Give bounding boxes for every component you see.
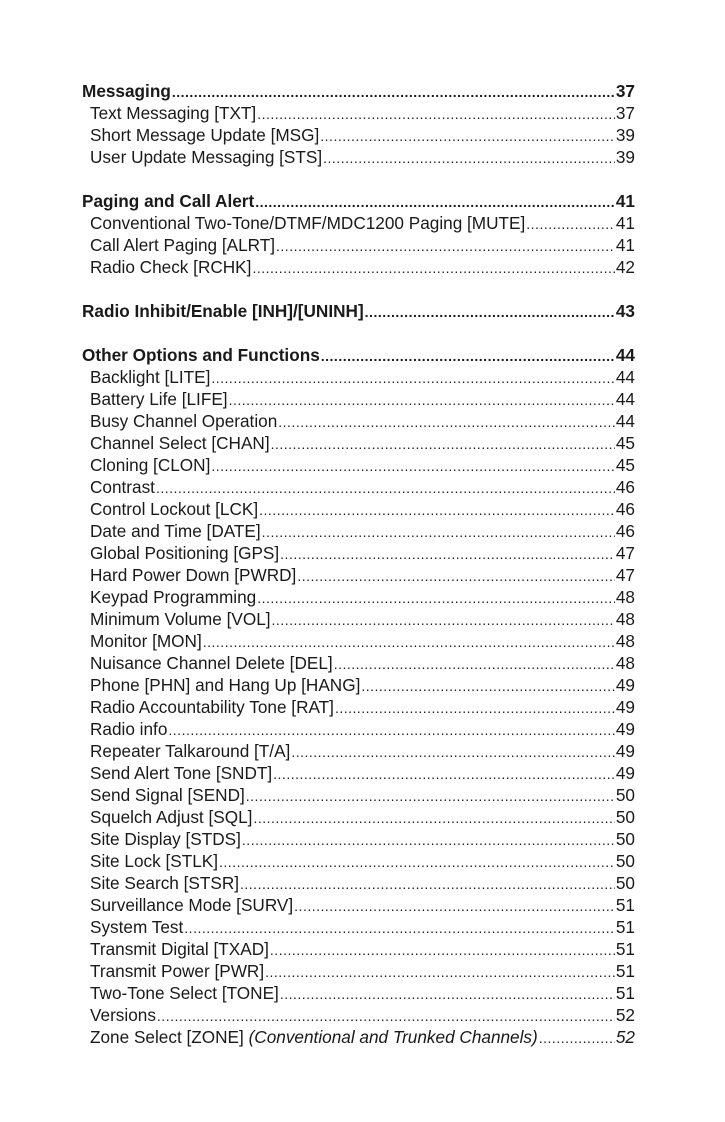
toc-entry[interactable] [82, 806, 635, 828]
toc-page-number: 51 [615, 961, 635, 981]
toc-page-number: 51 [615, 983, 635, 1003]
toc-entry-label: Call Alert Paging [ALRT] [90, 235, 276, 255]
leader-dots [271, 434, 615, 454]
toc-page-number: 50 [615, 785, 635, 805]
toc-page-number: 39 [615, 125, 635, 145]
toc-page-number: 42 [615, 257, 635, 277]
leader-dots [184, 918, 615, 938]
toc-page-number: 44 [615, 367, 635, 387]
toc-entry-label: Conventional Two-Tone/DTMF/MDC1200 Paging [MUTE] [90, 213, 526, 233]
toc-section-radio-inhibit [82, 300, 635, 322]
toc-page-number: 49 [615, 697, 635, 717]
leader-dots [257, 104, 615, 124]
toc-heading[interactable] [82, 344, 635, 366]
toc-page-number: 51 [615, 917, 635, 937]
toc-section-paging [82, 190, 635, 278]
leader-dots [361, 676, 615, 696]
toc-heading[interactable] [82, 300, 635, 322]
toc-entry[interactable] [82, 124, 635, 146]
toc-entry[interactable] [82, 1004, 635, 1026]
toc-entry[interactable] [82, 212, 635, 234]
toc-heading-title: Paging and Call Alert [82, 191, 255, 211]
toc-entry-label: Radio Check [RCHK] [90, 257, 252, 277]
leader-dots [172, 82, 615, 102]
toc-entry-label: Squelch Adjust [SQL] [90, 807, 253, 827]
leader-dots [229, 390, 615, 410]
toc-entry[interactable] [82, 740, 635, 762]
toc-page-number: 44 [615, 345, 635, 365]
toc-entry-label: Versions [90, 1005, 156, 1025]
leader-dots [294, 896, 615, 916]
toc-heading[interactable] [82, 80, 635, 102]
toc-page-number: 49 [615, 719, 635, 739]
toc-page-number: 41 [615, 235, 635, 255]
toc-entry-label: Transmit Digital [TXAD] [90, 939, 269, 959]
leader-dots [257, 588, 615, 608]
leader-dots [255, 192, 615, 212]
toc-entry[interactable] [82, 718, 635, 740]
toc-entry-label: Repeater Talkaround [T/A] [90, 741, 291, 761]
toc-entry-label: Two-Tone Select [TONE] [90, 983, 279, 1003]
toc-heading[interactable] [82, 190, 635, 212]
toc-entry-label: Contrast [90, 477, 155, 497]
toc-entry[interactable] [82, 102, 635, 124]
toc-page-number: 49 [615, 763, 635, 783]
toc-page-number: 48 [615, 631, 635, 651]
leader-dots [211, 456, 615, 476]
toc-entry[interactable] [82, 652, 635, 674]
toc-entry-label: Radio info [90, 719, 168, 739]
toc-entry[interactable] [82, 608, 635, 630]
toc-page-number: 37 [615, 103, 635, 123]
toc-page-number: 50 [615, 829, 635, 849]
toc-entry-label: Monitor [MON] [90, 631, 202, 651]
leader-dots [203, 632, 615, 652]
toc-entry-label: Transmit Power [PWR] [90, 961, 265, 981]
toc-page-number: 39 [615, 147, 635, 167]
leader-dots [219, 852, 615, 872]
toc-entry-label: Send Signal [SEND] [90, 785, 245, 805]
toc-page-number: 41 [615, 213, 635, 233]
toc-page-number: 44 [615, 389, 635, 409]
toc-entry-label: Backlight [LITE] [90, 367, 211, 387]
toc-entry[interactable] [82, 146, 635, 168]
toc-entry-label: Date and Time [DATE] [90, 521, 261, 541]
toc-heading-title: Radio Inhibit/Enable [INH]/[UNINH] [82, 301, 364, 321]
leader-dots [278, 412, 615, 432]
leader-dots [335, 698, 615, 718]
leader-dots [320, 126, 615, 146]
toc-entry-label: Cloning [CLON] [90, 455, 211, 475]
toc-entry-label: Minimum Volume [VOL] [90, 609, 271, 629]
toc-entry-label: Control Lockout [LCK] [90, 499, 259, 519]
toc-entry[interactable] [82, 476, 635, 498]
leader-dots [323, 148, 615, 168]
toc-page-number: 51 [615, 939, 635, 959]
leader-dots [246, 786, 615, 806]
toc-heading-title: Other Options and Functions [82, 345, 320, 365]
leader-dots [280, 544, 615, 564]
toc-entry[interactable] [82, 894, 635, 916]
toc-page-number: 44 [615, 411, 635, 431]
toc-page-number: 45 [615, 433, 635, 453]
leader-dots [291, 742, 615, 762]
leader-dots [157, 1006, 615, 1026]
toc-page-number: 49 [615, 741, 635, 761]
toc-entry-label: Keypad Programming [90, 587, 257, 607]
leader-dots [270, 940, 615, 960]
toc-entry-label: Nuisance Channel Delete [DEL] [90, 653, 333, 673]
toc-entry[interactable] [82, 850, 635, 872]
toc-page-number: 47 [615, 565, 635, 585]
leader-dots [259, 500, 615, 520]
toc-entry[interactable] [82, 872, 635, 894]
toc-entry[interactable] [82, 960, 635, 982]
leader-dots [240, 874, 615, 894]
toc-entry-label: Channel Select [CHAN] [90, 433, 270, 453]
toc-section-other-options [82, 344, 635, 1048]
toc-entry[interactable] [82, 520, 635, 542]
toc-page-number: 50 [615, 873, 635, 893]
toc-entry-label: Site Lock [STLK] [90, 851, 219, 871]
leader-dots [365, 302, 615, 322]
toc-entry-label: Short Message Update [MSG] [90, 125, 320, 145]
leader-dots [273, 764, 615, 784]
toc-page-number: 48 [615, 653, 635, 673]
toc-entry-label: Hard Power Down [PWRD] [90, 565, 297, 585]
toc-entry[interactable] [82, 762, 635, 784]
toc-entry[interactable] [82, 586, 635, 608]
leader-dots [539, 1028, 615, 1048]
toc-entry[interactable] [82, 410, 635, 432]
toc-page-number: 50 [615, 851, 635, 871]
toc-entry-label: Busy Channel Operation [90, 411, 278, 431]
toc-page-number: 51 [615, 895, 635, 915]
toc-entry[interactable] [82, 982, 635, 1004]
toc-entry[interactable] [82, 564, 635, 586]
toc-entry-note: (Conventional and Trunked Channels) [248, 1027, 538, 1047]
toc-entry-label: Site Search [STSR] [90, 873, 240, 893]
toc-entry[interactable] [82, 828, 635, 850]
toc-entry[interactable] [82, 432, 635, 454]
toc-entry-label: Battery Life [LIFE] [90, 389, 228, 409]
leader-dots [211, 368, 615, 388]
toc-entry[interactable] [82, 388, 635, 410]
toc-entry-label: Radio Accountability Tone [RAT] [90, 697, 334, 717]
leader-dots [276, 236, 615, 256]
leader-dots [334, 654, 615, 674]
toc-entry[interactable] [82, 938, 635, 960]
toc-entry[interactable] [82, 498, 635, 520]
leader-dots [280, 984, 615, 1004]
toc-page-number: 47 [615, 543, 635, 563]
leader-dots [262, 522, 615, 542]
toc-entry-label: User Update Messaging [STS] [90, 147, 323, 167]
leader-dots [265, 962, 615, 982]
toc-entry-label: Global Positioning [GPS] [90, 543, 280, 563]
toc-page-number: 48 [615, 609, 635, 629]
toc-entry[interactable] [82, 696, 635, 718]
toc-entry-label: Surveillance Mode [SURV] [90, 895, 294, 915]
toc-entry-label: System Test [90, 917, 184, 937]
leader-dots [156, 478, 615, 498]
toc-entry-label: Zone Select [ZONE] [90, 1027, 244, 1047]
leader-dots [253, 808, 614, 828]
toc-entry-label: Send Alert Tone [SNDT] [90, 763, 273, 783]
toc-entry[interactable] [82, 234, 635, 256]
leader-dots [526, 214, 615, 234]
toc-entry[interactable] [82, 366, 635, 388]
toc-page-number: 43 [615, 301, 635, 321]
toc-entry[interactable] [82, 630, 635, 652]
toc-page-number: 46 [615, 499, 635, 519]
toc-page-number: 46 [615, 477, 635, 497]
table-of-contents [82, 80, 635, 1048]
leader-dots [168, 720, 614, 740]
toc-heading-title: Messaging [82, 81, 171, 101]
toc-entry[interactable] [82, 674, 635, 696]
toc-section-messaging [82, 80, 635, 168]
toc-entry-label: Text Messaging [TXT] [90, 103, 257, 123]
leader-dots [242, 830, 615, 850]
leader-dots [297, 566, 615, 586]
toc-page-number: 48 [615, 587, 635, 607]
toc-page-number: 46 [615, 521, 635, 541]
leader-dots [252, 258, 614, 278]
toc-page-number: 41 [615, 191, 635, 211]
toc-entry-label-wrap [90, 1026, 538, 1048]
toc-page-number: 45 [615, 455, 635, 475]
leader-dots [321, 346, 615, 366]
toc-page-number: 49 [615, 675, 635, 695]
toc-entry[interactable] [82, 454, 635, 476]
toc-entry[interactable] [82, 784, 635, 806]
toc-page-number: 52 [615, 1005, 635, 1025]
toc-entry[interactable] [82, 542, 635, 564]
toc-entry[interactable] [82, 916, 635, 938]
toc-entry-label: Site Display [STDS] [90, 829, 241, 849]
toc-entry[interactable] [82, 1026, 635, 1048]
toc-entry-label: Phone [PHN] and Hang Up [HANG] [90, 675, 361, 695]
toc-page-number: 52 [615, 1027, 635, 1047]
toc-entry[interactable] [82, 256, 635, 278]
toc-page-number: 50 [615, 807, 635, 827]
toc-page-number: 37 [615, 81, 635, 101]
leader-dots [272, 610, 615, 630]
